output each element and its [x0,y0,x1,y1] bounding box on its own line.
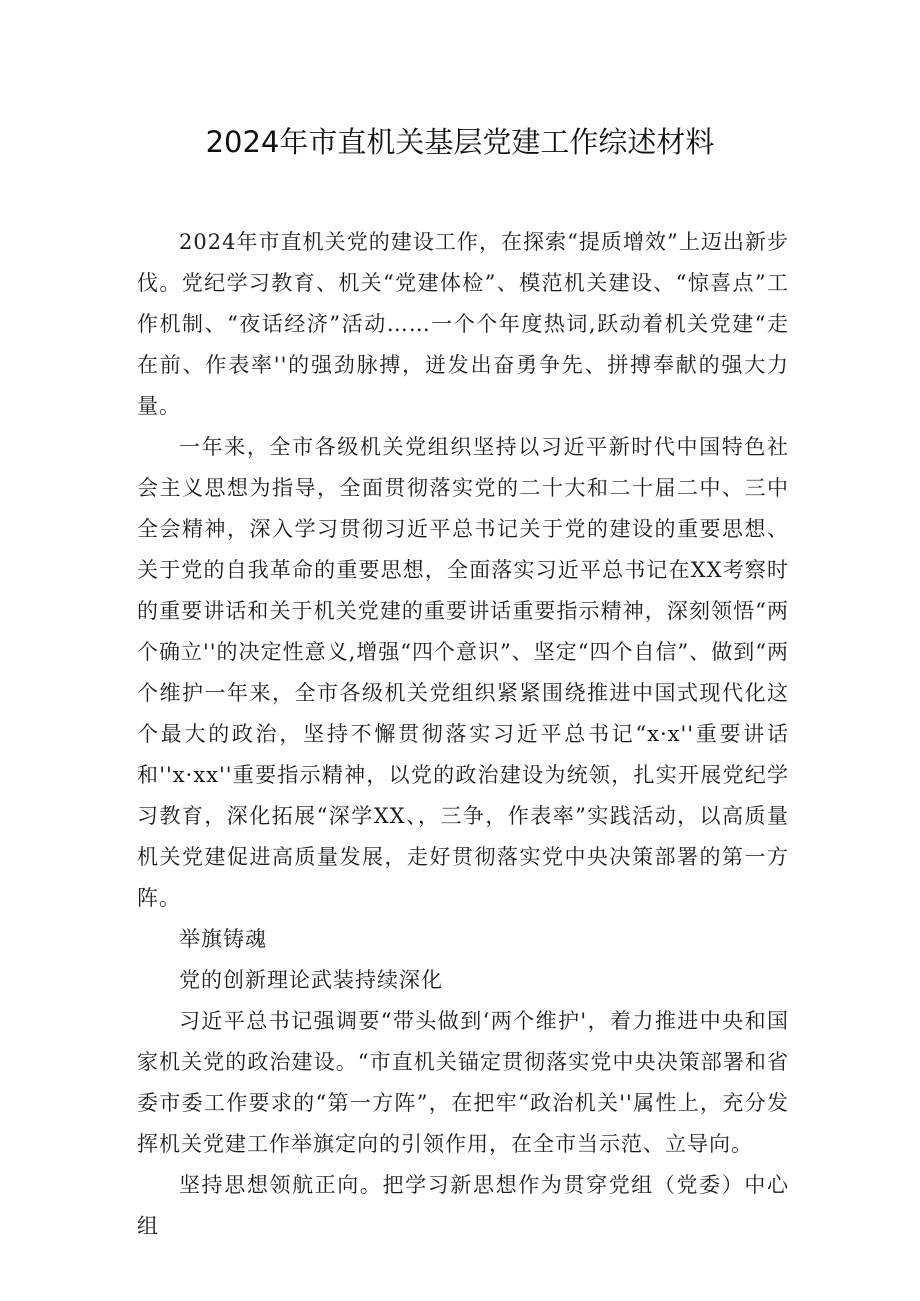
section-heading: 举旗铸魂 [179,927,267,951]
document-title: 2024年市直机关基层党建工作综述材料 [205,125,715,159]
paragraph-political-building: 习近平总书记强调要“带头做到‘两个维护'，着力推进中央和国家机关党的政治建设。“市直机关锚定贯彻落实党中央决策部署和省委市委工作要求的“第一方阵”，在把牢“政治机关''属性上，充分发挥机关党建工作举旗定向的引领作用，在全市当示范、立导向。 [137,1009,789,1156]
subsection-heading: 党的创新理论武装持续深化 [179,968,443,992]
document-body [137,222,789,1247]
paragraph-overview: 一年来，全市各级机关党组织坚持以习近平新时代中国特色社会主义思想为指导，全面贯彻落实党的二十大和二十届二中、三中全会精神，深入学习贯彻习近平总书记关于党的建设的重要思想、关于党的自我革命的重要思想，全面落实习近平总书记在XX考察时的重要讲话和关于机关党建的重要讲话重要指示精神，深刻领悟“两个确立''的决定性意义,增强“四个意识”、坚定“四个自信”、做到“两个维护一年来，全市各级机关党组织紧紧围绕推进中国式现代化这个最大的政治，坚持不懈贯彻落实习近平总书记“x·x''重要讲话和''x·xx''重要指示精神，以党的政治建设为统领，扎实开展党纪学习教育，深化拓展“深学XX、，三争，作表率”实践活动，以高质量机关党建促进高质量发展，走好贯彻落实党中央决策部署的第一方阵。 [137,435,789,910]
paragraph-intro: 2024年市直机关党的建设工作，在探索“提质增效”上迈出新步伐。党纪学习教育、机关“党建体检”、模范机关建设、“惊喜点”工作机制、“夜话经济”活动……一个个年度热词,跃动着机关党建“走在前、作表率''的强劲脉搏，迸发出奋勇争先、拼搏奉献的强大力量。 [137,230,789,418]
paragraph-ideological-lead: 坚持思想领航正向。把学习新思想作为贯穿党组（党委）中心组 [137,1173,789,1238]
